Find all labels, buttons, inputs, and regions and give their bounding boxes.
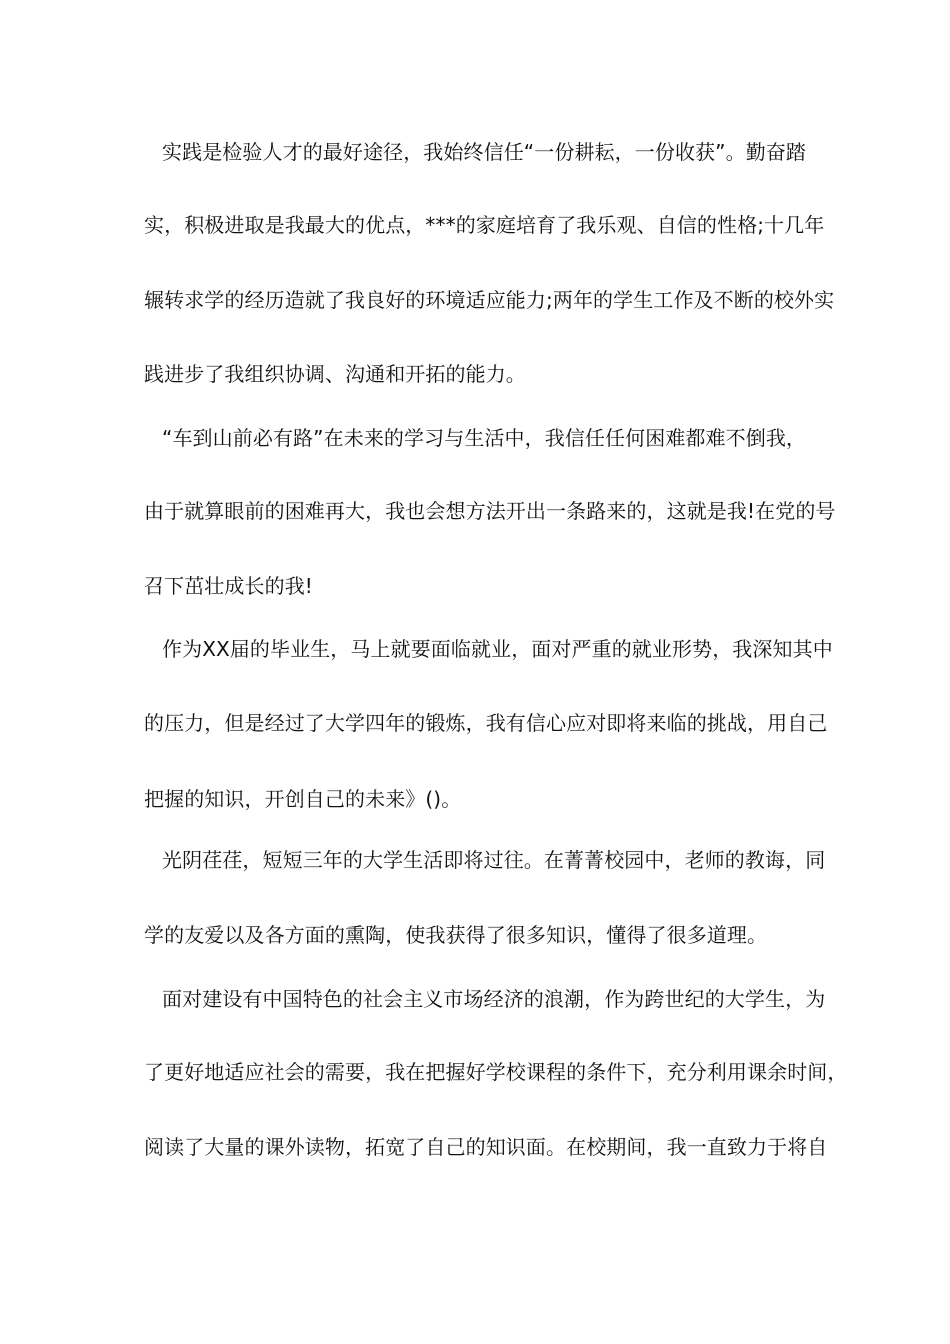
paragraph-2-line-1: “车到山前必有路”在未来的学习与生活中，我信任任何困难都难不倒我， — [162, 426, 807, 450]
paragraph-4-line-1: 光阴荏荏，短短三年的大学生活即将过往。在菁菁校园中，老师的教诲，同 — [162, 848, 826, 872]
paragraph-1-line-4: 践进步了我组织协调、沟通和开拓的能力。 — [144, 362, 526, 386]
paragraph-3-line-1: 作为XX届的毕业生，马上就要面临就业，面对严重的就业形势，我深知其中 — [162, 637, 833, 661]
paragraph-1-line-1: 实践是检验人才的最好途径，我始终信任“一份耕耘，一份收获”。勤奋踏 — [162, 140, 807, 164]
paragraph-1-line-2: 实，积极进取是我最大的优点，***的家庭培育了我乐观、自信的性格;十几年 — [144, 213, 825, 237]
paragraph-3-line-2: 的压力，但是经过了大学四年的锻炼，我有信心应对即将来临的挑战，用自己 — [144, 711, 828, 735]
paragraph-3-line-3: 把握的知识，开创自己的未来》()。 — [144, 787, 462, 811]
paragraph-2-line-3: 召下茁壮成长的我! — [144, 574, 313, 598]
paragraph-5-line-1: 面对建设有中国特色的社会主义市场经济的浪潮，作为跨世纪的大学生，为 — [162, 987, 826, 1011]
paragraph-2-line-2: 由于就算眼前的困难再大，我也会想方法开出一条路来的，这就是我!在党的号 — [144, 499, 836, 523]
paragraph-5-line-2: 了更好地适应社会的需要，我在把握好学校课程的条件下，充分利用课余时间， — [144, 1060, 848, 1084]
paragraph-1-line-3: 辗转求学的经历造就了我良好的环境适应能力;两年的学生工作及不断的校外实 — [144, 288, 835, 312]
paragraph-5-line-3: 阅读了大量的课外读物，拓宽了自己的知识面。在校期间，我一直致力于将自 — [144, 1135, 828, 1159]
paragraph-4-line-2: 学的友爱以及各方面的熏陶，使我获得了很多知识，懂得了很多道理。 — [144, 923, 768, 947]
